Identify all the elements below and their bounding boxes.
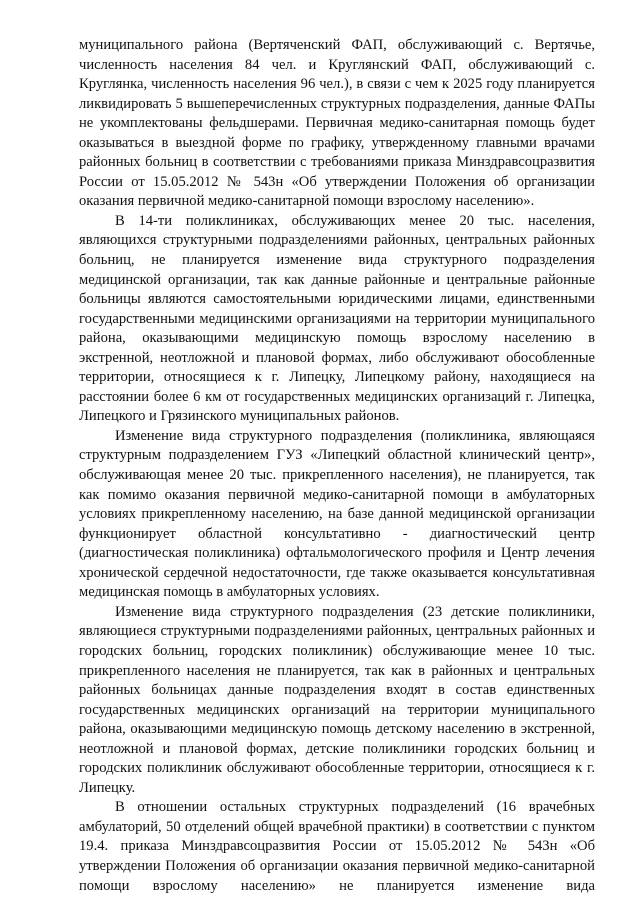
paragraph-fap-liquidation: муниципального района (Вертяченский ФАП, обслуживающий с. Вертячье, численность населения 84 чел. и Круглянский ФАП, обслуживающий с. Круглянка, численность населения 96 чел.), в связи с чем к 2025 году планируется ликвидировать 5 вышеперечисленных структурных подразделения, данные ФАПы не укомплектованы фельдшерами. Первичная медико-санитарная помощь будет оказываться в выездной форме по графику, утвержденному главными врачами районных больниц в соответствии с требованиями приказа Минздравсоцразвития России от 15.05.2012 № 543н «Об утверждении Положения об организации оказания первичной медико-санитарной помощи взрослому населению». bbox=[79, 37, 595, 210]
paragraph-other-subdivisions: В отношении остальных структурных подразделений (16 врачебных амбулаторий, 50 отделений общей врачебной практики) в соответствии с пунктом 19.4. приказа Минздравсоцразвития России от 15.05.2012 № 543н «Об утверждении Положения об организации оказания первичной медико-санитарной помощи взрослому населению» не планируется изменение вида bbox=[79, 799, 595, 894]
paragraph-polyclinics-14: В 14-ти поликлиниках, обслуживающих менее 20 тыс. населения, являющихся структурными подразделениями районных, центральных районных больниц, не планируется изменение вида структурного подразделения медицинской организации, так как данные районные и центральные районные больницы являются самостоятельными юридическими лицами, единственными государственными медицинскими организациями на территории муниципального района, оказывающими медицинскую помощь взрослому населению в экстренной, неотложной и плановой формах, либо обслуживают обособленные территории, относящиеся к г. Липецку, Липецкому району, находящиеся на расстоянии более 6 км от государственных медицинских организаций г. Липецка, Липецкого и Грязинского муниципальных районов. bbox=[79, 212, 595, 425]
paragraph-regional-clinical-center: Изменение вида структурного подразделения (поликлиника, являющаяся структурным подразделением ГУЗ «Липецкий областной клинический центр», обслуживающая менее 20 тыс. прикрепленного населения), не планируется, так как помимо оказания первичной медико-санитарной помощи в амбулаторных условиях прикрепленному населению, на базе данной медицинской организации функционирует областной консультативно - диагностический центр (диагностическая поликлиника) офтальмологического профиля и Центр лечения хронической сердечной недостаточности, где также оказывается консультативная медицинская помощь в амбулаторных условиях. bbox=[79, 427, 595, 601]
document-page bbox=[79, 36, 595, 896]
paragraph-children-polyclinics: Изменение вида структурного подразделения (23 детские поликлиники, являющиеся структурными подразделениями районных, центральных районных и городских больниц, городских поликлиник) обслуживающие менее 10 тыс. прикрепленного населения не планируется, так как в районных и центральных районных больницах данные подразделения входят в состав единственных государственных медицинских организаций на территории муниципального района, оказывающими медицинскую помощь детскому населению в экстренной, неотложной и плановой формах, детские поликлиники городских больниц и городских поликлиник обслуживают обособленные территории, относящиеся к г. Липецку. bbox=[79, 603, 595, 796]
